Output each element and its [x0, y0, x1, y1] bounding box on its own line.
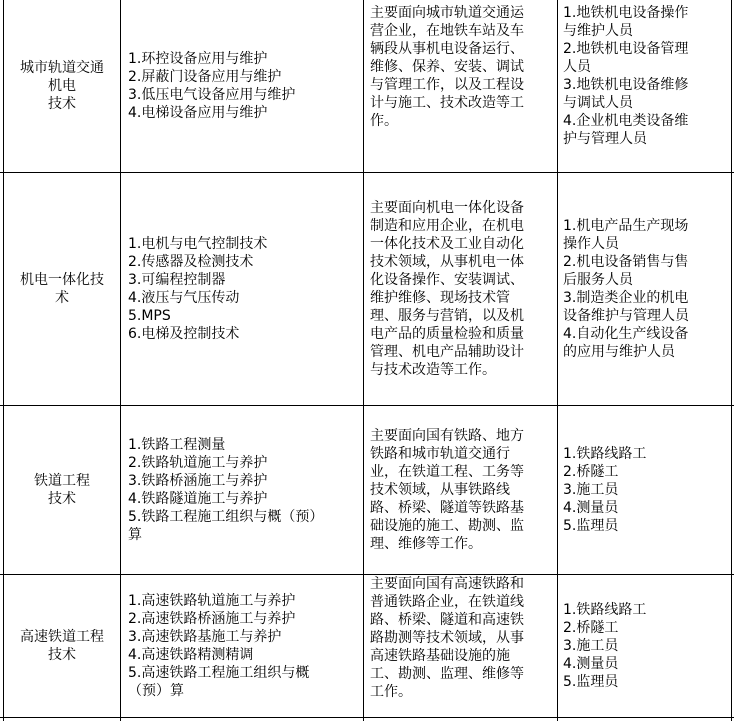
course-item: 5.MPS — [128, 308, 171, 324]
course-item: 4.液压与气压传动 — [128, 290, 240, 306]
major-cell — [4, 0, 120, 172]
job-positions-list: 1.铁路线路工 2.桥隧工 3.施工员 4.测量员 5.监理员 — [563, 602, 647, 690]
job-positions-list: 1.地铁机电设备操作 与维护人员 2.地铁机电设备管理 人员 3.地铁机电设备维修 与调试人员 4.企业机电类设备维 护与管理人员 — [563, 5, 689, 147]
employment-direction-text: 主要面向机电一体化设备 制造和应用企业，在机电 一体化技术及工业自动化 技术领域，从事机电一体 化设备操作、安装调试、 维护维修、现场技术管 理、服务与营销，以及机 电产品的质量检验和质量 管理、机电产品辅助设计 与技术改造等工作。 — [370, 200, 524, 378]
core-courses-list — [128, 436, 362, 544]
course-item: （预）算 — [128, 683, 184, 699]
employment-direction-text: 主要面向城市轨道交通运 营企业，在地铁车站及车 辆段从事机电设备运行、 维修、保养、安装、调试 与管理工作，以及工程设 计与施工、技术改造等工 作。 — [370, 5, 524, 129]
core-courses-cell — [128, 0, 360, 172]
course-item: 2.传感器及检测技术 — [128, 254, 254, 270]
job-positions-list: 1.机电产品生产现场 操作人员 2.机电设备销售与售 后服务人员 3.制造类企业的机电 设备维护与管理人员 4.自动化生产线设备 的应用与维护人员 — [563, 218, 689, 360]
job-positions-cell — [563, 406, 731, 574]
major-name: 城市轨道交通 机电 技术 — [20, 60, 104, 112]
course-item: 1.电机与电气控制技术 — [128, 236, 268, 252]
core-courses-cell — [128, 173, 360, 405]
course-item: 2.铁路轨道施工与养护 — [128, 455, 268, 471]
course-item: 5.铁路工程施工组织与概（预） — [128, 509, 324, 525]
course-item: 4.高速铁路精测精调 — [128, 647, 254, 663]
course-item: 3.高速铁路基施工与养护 — [128, 629, 282, 645]
major-cell — [4, 173, 120, 405]
major-name: 高速铁道工程 技术 — [20, 629, 104, 663]
employment-direction-cell — [370, 4, 556, 168]
employment-direction-cell — [370, 406, 556, 574]
major-name: 机电一体化技 术 — [20, 272, 104, 306]
course-item: 4.铁路隧道施工与养护 — [128, 491, 268, 507]
employment-direction-text: 主要面向国有高速铁路和 普通铁路企业，在铁道线 路、桥梁、隧道和高速铁 路勘测等技术领域，从事 高速铁路基础设施的施 工、勘测、监理、维修等 工作。 — [370, 576, 524, 700]
core-courses-cell — [128, 406, 362, 574]
course-item: 2.高速铁路桥涵施工与养护 — [128, 611, 296, 627]
core-courses-cell — [128, 575, 362, 717]
employment-direction-cell — [370, 575, 556, 717]
course-item: 1.环控设备应用与维护 — [128, 51, 268, 67]
row-divider — [0, 717, 734, 718]
column-divider — [363, 0, 364, 721]
job-positions-cell — [563, 575, 731, 717]
course-item: 算 — [128, 527, 142, 543]
course-item: 1.铁路工程测量 — [128, 437, 226, 453]
employment-direction-cell — [370, 173, 556, 405]
course-item: 2.屏蔽门设备应用与维护 — [128, 69, 282, 85]
course-item: 6.电梯及控制技术 — [128, 326, 240, 342]
course-item: 3.铁路桥涵施工与养护 — [128, 473, 268, 489]
job-positions-cell — [563, 173, 731, 405]
major-cell — [4, 575, 120, 717]
column-divider — [557, 0, 558, 721]
job-positions-cell — [563, 4, 731, 168]
course-item: 3.低压电气设备应用与维护 — [128, 87, 296, 103]
course-item: 5.高速铁路工程施工组织与概 — [128, 665, 310, 681]
core-courses-list — [128, 592, 362, 700]
column-divider — [120, 0, 121, 721]
major-cell — [4, 406, 120, 574]
job-positions-list: 1.铁路线路工 2.桥隧工 3.施工员 4.测量员 5.监理员 — [563, 446, 647, 534]
course-item: 3.可编程控制器 — [128, 272, 226, 288]
course-item: 4.电梯设备应用与维护 — [128, 105, 268, 121]
core-courses-list — [128, 50, 360, 122]
major-name: 铁道工程 技术 — [34, 473, 90, 507]
core-courses-list — [128, 235, 360, 343]
course-item: 1.高速铁路轨道施工与养护 — [128, 593, 296, 609]
column-divider — [731, 0, 732, 721]
employment-direction-text: 主要面向国有铁路、地方 铁路和城市轨道交通行 业，在铁道工程、工务等 技术领域，从事铁路线 路、桥梁、隧道等铁路基 础设施的施工、勘测、监 理、维修等工作。 — [370, 428, 524, 552]
